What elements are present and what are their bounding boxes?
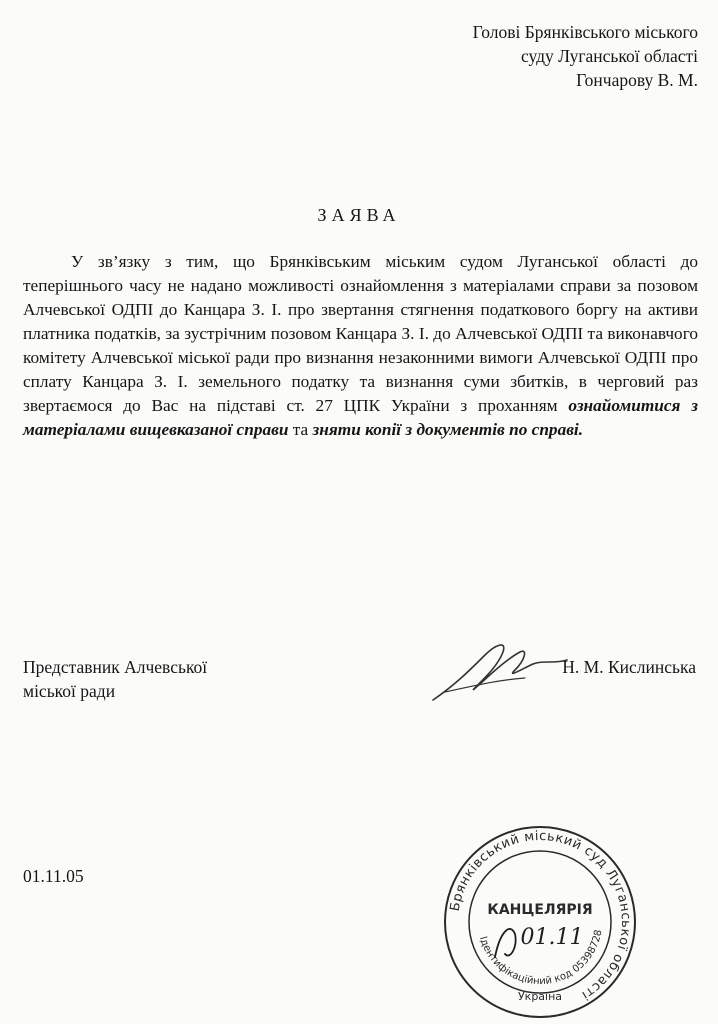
court-stamp-seal: [440, 822, 640, 1022]
stamp-handwritten-date: 01.11: [520, 925, 584, 950]
document-date: 01.11.05: [23, 866, 84, 886]
body-text-middle: та: [288, 420, 313, 439]
signatory-line-1: Представник Алчевської: [23, 657, 208, 677]
body-text-before: У зв’язку з тим, що Брянківським міським судом Луганської області до теперішнього часу не надано можливості ознайомлення з матеріалами справи за позовом Алчевської ОДПІ до Канцара З. І. про звертання стягнення податкового боргу на активи платника податків, за зустрічним позовом Канцара З. І. до Алчевської ОДПІ та виконавчого комітету Алчевської міської ради про визнання незаконними вимоги Алчевської ОДПІ про сплату Канцара З. І. земельного податку та визнання суми збитків, в черговий раз звертаємося до Вас на підставі ст. 27 ЦПК України з проханням: [23, 252, 698, 415]
addressee-line-3: Гончарову В. М.: [576, 70, 698, 90]
signatory-block: [23, 655, 207, 703]
signatory-line-2: міської ради: [23, 681, 116, 701]
addressee-block: [473, 20, 698, 92]
body-emphasis-1: ознайомитися з матеріалами вищевказаної справи: [23, 396, 698, 439]
stamp-center-label: КАНЦЕЛЯРІЯ: [487, 902, 593, 918]
signer-name: Н. М. Кислинська: [562, 657, 696, 677]
addressee-line-1: Голові Брянківського міського: [472, 22, 698, 42]
stamp-ring-text: Брянківський міський суд Луганської області: [447, 828, 634, 1003]
body-paragraph: [23, 250, 698, 442]
stamp-bottom-text: Україна: [517, 990, 563, 1003]
stamp-inner-text: Ідентифікаційний код 05398728: [477, 928, 605, 988]
document-title: ЗАЯВА: [317, 205, 401, 225]
handwritten-signature: [425, 630, 575, 710]
addressee-line-2: суду Луганської області: [520, 46, 698, 66]
stamp-handwritten-mark: [495, 929, 516, 957]
body-emphasis-2: зняти копії з документів по справі.: [312, 420, 584, 439]
